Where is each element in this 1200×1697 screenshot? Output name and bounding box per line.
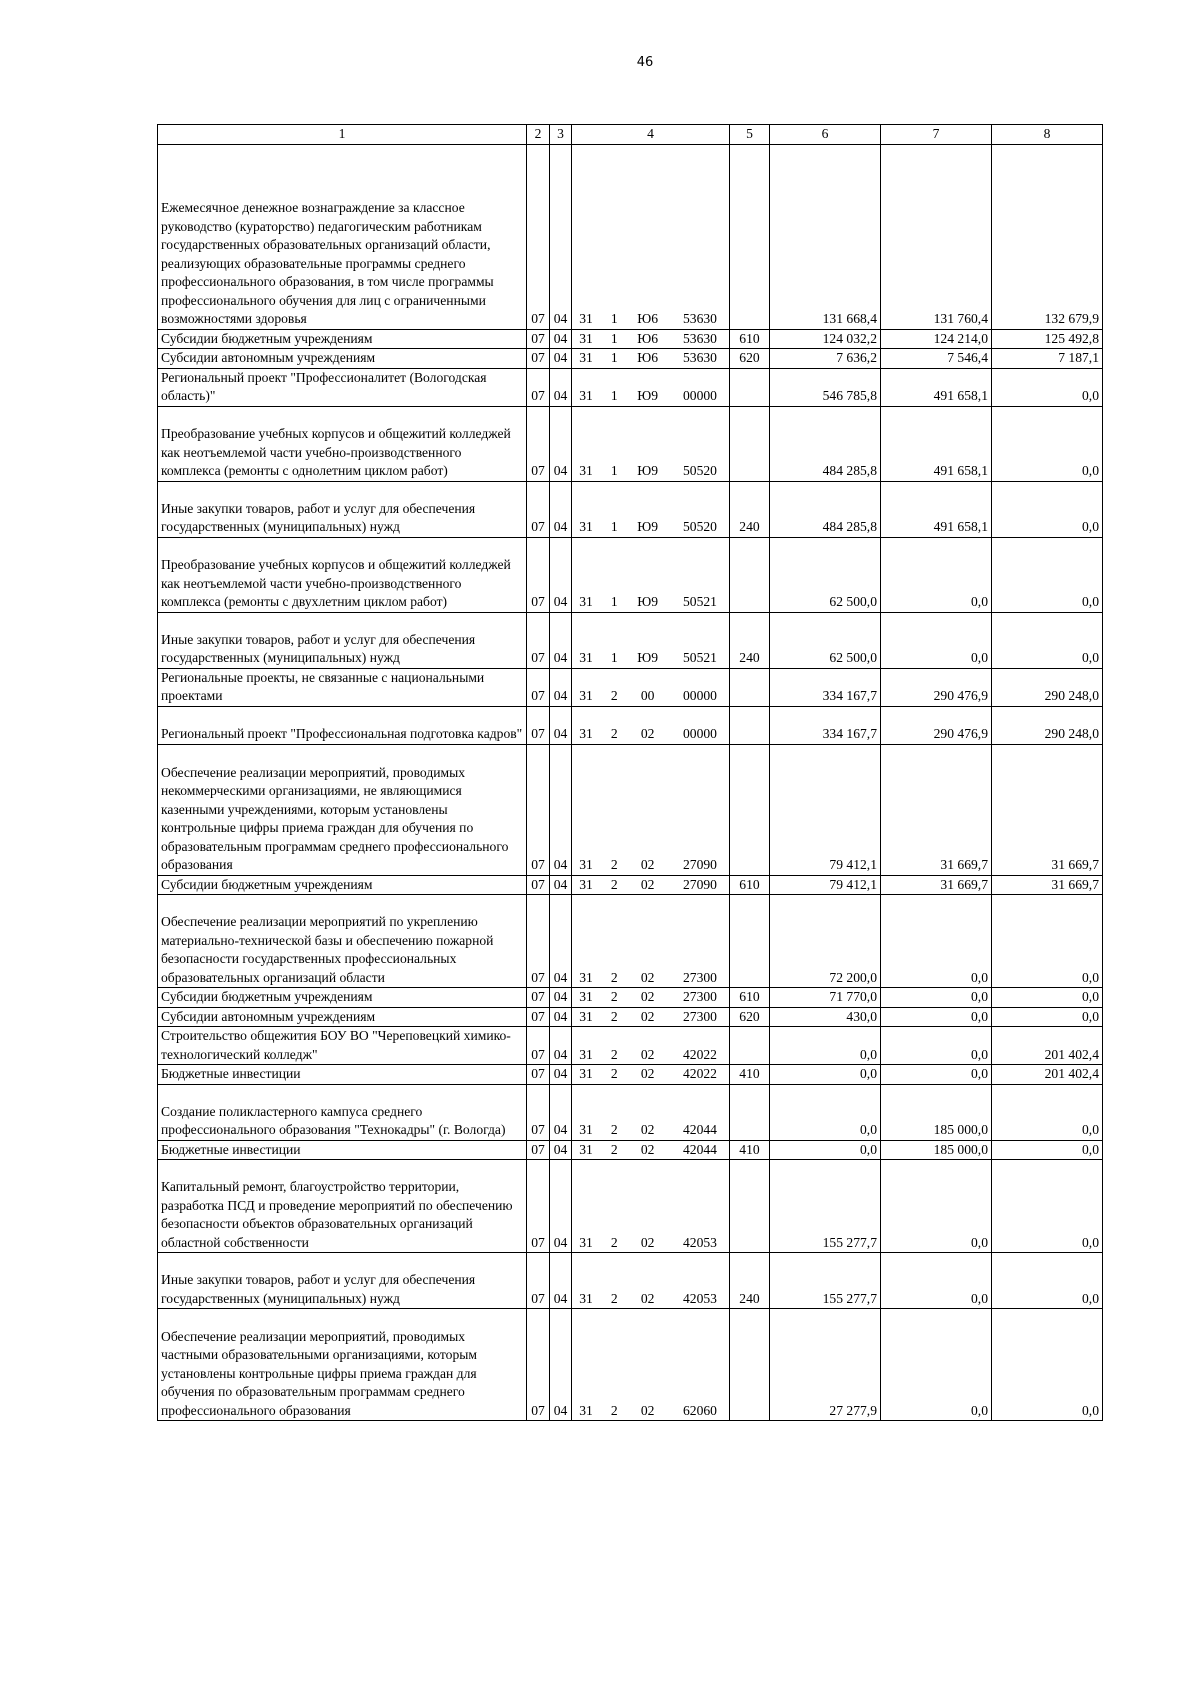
program-type-code: 1 — [610, 330, 618, 346]
project-code: 00 — [640, 688, 655, 703]
target-article-code — [572, 875, 730, 895]
amount-col-6: 546 785,8 — [770, 368, 881, 406]
col-header-6: 6 — [770, 125, 881, 145]
target-article-code — [572, 988, 730, 1008]
project-code: Ю9 — [637, 519, 659, 534]
program-type-code: 2 — [610, 726, 618, 741]
project-code: 02 — [640, 1402, 655, 1418]
code-section: 07 — [527, 1253, 550, 1309]
code-subsection: 04 — [550, 706, 572, 744]
amount-col-6: 79 412,1 — [770, 744, 881, 875]
project-code: Ю6 — [637, 350, 659, 365]
program-code: 31 — [579, 330, 593, 346]
expense-type-code: 620 — [730, 1007, 770, 1027]
amount-col-8: 7 187,1 — [992, 349, 1103, 369]
program-code: 31 — [579, 857, 593, 872]
target-article-code — [572, 668, 730, 706]
expense-type-code: 410 — [730, 1065, 770, 1085]
table-row — [158, 1027, 1103, 1065]
direction-code: 62060 — [682, 1402, 717, 1418]
expense-type-code: 610 — [730, 875, 770, 895]
project-code: Ю9 — [637, 650, 659, 665]
code-subsection: 04 — [550, 1007, 572, 1027]
program-code: 31 — [579, 1234, 593, 1250]
amount-col-6: 0,0 — [770, 1084, 881, 1140]
project-code: Ю9 — [637, 463, 659, 478]
code-section: 07 — [527, 349, 550, 369]
amount-col-7: 124 214,0 — [881, 329, 992, 349]
amount-col-8: 132 679,9 — [992, 144, 1103, 329]
expense-type-code — [730, 368, 770, 406]
amount-col-8: 0,0 — [992, 988, 1103, 1008]
code-section: 07 — [527, 706, 550, 744]
col-header-3: 3 — [550, 125, 572, 145]
program-type-code: 2 — [610, 1141, 618, 1157]
amount-col-7: 290 476,9 — [881, 706, 992, 744]
table-row — [158, 1253, 1103, 1309]
project-code: 02 — [640, 1234, 655, 1250]
amount-col-7: 491 658,1 — [881, 406, 992, 481]
code-subsection: 04 — [550, 612, 572, 668]
direction-code: 42044 — [682, 1141, 717, 1157]
code-section: 07 — [527, 1160, 550, 1253]
row-name: Субсидии автономным учреждениям — [158, 1007, 527, 1027]
row-name: Ежемесячное денежное вознаграждение за классное руководство (кураторство) педагогическим работникам государственных образовательных организаций области, реализующих образовательные программы среднего профессионального образования, в том числе программы профессионального обучения для лиц с ограниченными возможностями здоровья — [158, 144, 527, 329]
target-article-code — [572, 329, 730, 349]
amount-col-8: 0,0 — [992, 1140, 1103, 1160]
program-code: 31 — [579, 519, 593, 534]
program-type-code: 2 — [610, 969, 618, 985]
code-subsection: 04 — [550, 1065, 572, 1085]
amount-col-7: 0,0 — [881, 1027, 992, 1065]
project-code: 02 — [640, 969, 655, 985]
col-header-5: 5 — [730, 125, 770, 145]
direction-code: 27300 — [682, 989, 717, 1004]
col-header-8: 8 — [992, 125, 1103, 145]
program-type-code: 2 — [610, 1122, 618, 1137]
code-section: 07 — [527, 368, 550, 406]
expense-type-code: 240 — [730, 612, 770, 668]
code-subsection: 04 — [550, 368, 572, 406]
project-code: 02 — [640, 857, 655, 872]
code-section: 07 — [527, 988, 550, 1008]
program-code: 31 — [579, 1122, 593, 1137]
direction-code: 53630 — [682, 311, 717, 326]
target-article-code — [572, 368, 730, 406]
amount-col-8: 290 248,0 — [992, 706, 1103, 744]
amount-col-8: 201 402,4 — [992, 1027, 1103, 1065]
direction-code: 42022 — [682, 1066, 717, 1081]
program-code: 31 — [579, 350, 593, 365]
code-section: 07 — [527, 406, 550, 481]
amount-col-7: 131 760,4 — [881, 144, 992, 329]
program-type-code: 2 — [610, 1066, 618, 1081]
project-code: 02 — [640, 1008, 655, 1024]
code-section: 07 — [527, 668, 550, 706]
project-code: 02 — [640, 876, 655, 892]
amount-col-6: 79 412,1 — [770, 875, 881, 895]
table-row — [158, 349, 1103, 369]
target-article-code — [572, 1084, 730, 1140]
page-number: 46 — [636, 55, 654, 70]
amount-col-7: 0,0 — [881, 1007, 992, 1027]
code-subsection: 04 — [550, 875, 572, 895]
table-row — [158, 1065, 1103, 1085]
direction-code: 00000 — [682, 688, 717, 703]
table-row — [158, 368, 1103, 406]
program-type-code: 2 — [610, 688, 618, 703]
row-name: Иные закупки товаров, работ и услуг для обеспечения государственных (муниципальных) нужд — [158, 612, 527, 668]
amount-col-7: 185 000,0 — [881, 1084, 992, 1140]
row-name: Бюджетные инвестиции — [158, 1065, 527, 1085]
code-subsection: 04 — [550, 406, 572, 481]
row-name: Капитальный ремонт, благоустройство территории, разработка ПСД и проведение мероприятий по обеспечению безопасности объектов образовательных организаций областной собственности — [158, 1160, 527, 1253]
target-article-code — [572, 537, 730, 612]
project-code: Ю6 — [637, 311, 659, 326]
direction-code: 42022 — [682, 1046, 717, 1062]
program-code: 31 — [579, 1008, 593, 1024]
expense-type-code: 240 — [730, 481, 770, 537]
expense-type-code — [730, 537, 770, 612]
amount-col-7: 185 000,0 — [881, 1140, 992, 1160]
table-row — [158, 144, 1103, 329]
program-type-code: 2 — [610, 1290, 618, 1306]
program-code: 31 — [579, 1402, 593, 1418]
col-header-2: 2 — [527, 125, 550, 145]
amount-col-7: 0,0 — [881, 1065, 992, 1085]
code-section: 07 — [527, 537, 550, 612]
program-code: 31 — [579, 388, 593, 403]
amount-col-6: 62 500,0 — [770, 612, 881, 668]
code-section: 07 — [527, 144, 550, 329]
target-article-code — [572, 144, 730, 329]
project-code: Ю9 — [637, 388, 659, 403]
target-article-code — [572, 1160, 730, 1253]
code-section: 07 — [527, 329, 550, 349]
row-name: Региональные проекты, не связанные с национальными проектами — [158, 668, 527, 706]
amount-col-8: 290 248,0 — [992, 668, 1103, 706]
amount-col-7: 0,0 — [881, 988, 992, 1008]
program-type-code: 2 — [610, 1008, 618, 1024]
amount-col-8: 0,0 — [992, 1007, 1103, 1027]
amount-col-7: 0,0 — [881, 1309, 992, 1421]
table-row — [158, 1007, 1103, 1027]
amount-col-6: 0,0 — [770, 1027, 881, 1065]
code-subsection: 04 — [550, 1309, 572, 1421]
code-section: 07 — [527, 1065, 550, 1085]
project-code: Ю6 — [637, 330, 659, 346]
program-code: 31 — [579, 463, 593, 478]
table-row — [158, 875, 1103, 895]
amount-col-7: 290 476,9 — [881, 668, 992, 706]
direction-code: 00000 — [682, 726, 717, 741]
header-row — [158, 125, 1103, 145]
amount-col-7: 0,0 — [881, 612, 992, 668]
amount-col-6: 484 285,8 — [770, 481, 881, 537]
program-code: 31 — [579, 311, 593, 326]
expense-type-code — [730, 1027, 770, 1065]
program-type-code: 1 — [610, 463, 618, 478]
program-code: 31 — [579, 688, 593, 703]
amount-col-6: 27 277,9 — [770, 1309, 881, 1421]
row-name: Иные закупки товаров, работ и услуг для обеспечения государственных (муниципальных) нужд — [158, 1253, 527, 1309]
table-row — [158, 744, 1103, 875]
program-type-code: 2 — [610, 1234, 618, 1250]
expense-type-code: 240 — [730, 1253, 770, 1309]
table-row — [158, 668, 1103, 706]
table-row — [158, 1160, 1103, 1253]
expense-type-code: 610 — [730, 329, 770, 349]
program-type-code: 2 — [610, 857, 618, 872]
code-subsection: 04 — [550, 1253, 572, 1309]
amount-col-7: 0,0 — [881, 537, 992, 612]
table-row — [158, 406, 1103, 481]
target-article-code — [572, 612, 730, 668]
code-section: 07 — [527, 612, 550, 668]
amount-col-8: 0,0 — [992, 481, 1103, 537]
row-name: Преобразование учебных корпусов и общежитий колледжей как неотъемлемой части учебно-производственного комплекса (ремонты с двухлетним циклом работ) — [158, 537, 527, 612]
project-code: 02 — [640, 989, 655, 1004]
amount-col-8: 0,0 — [992, 537, 1103, 612]
row-name: Субсидии автономным учреждениям — [158, 349, 527, 369]
amount-col-6: 430,0 — [770, 1007, 881, 1027]
code-section: 07 — [527, 481, 550, 537]
project-code: Ю9 — [637, 594, 659, 609]
program-code: 31 — [579, 876, 593, 892]
row-name: Преобразование учебных корпусов и общежитий колледжей как неотъемлемой части учебно-производственного комплекса (ремонты с однолетним циклом работ) — [158, 406, 527, 481]
direction-code: 42053 — [682, 1234, 717, 1250]
direction-code: 27300 — [682, 969, 717, 985]
amount-col-7: 31 669,7 — [881, 744, 992, 875]
program-type-code: 1 — [610, 311, 618, 326]
program-type-code: 1 — [610, 650, 618, 665]
expense-type-code — [730, 1084, 770, 1140]
amount-col-7: 491 658,1 — [881, 368, 992, 406]
direction-code: 27090 — [682, 857, 717, 872]
direction-code: 50520 — [682, 519, 717, 534]
target-article-code — [572, 1309, 730, 1421]
row-name: Субсидии бюджетным учреждениям — [158, 875, 527, 895]
expense-type-code: 610 — [730, 988, 770, 1008]
table-row — [158, 1309, 1103, 1421]
code-section: 07 — [527, 1007, 550, 1027]
amount-col-6: 334 167,7 — [770, 706, 881, 744]
amount-col-7: 31 669,7 — [881, 875, 992, 895]
row-name: Бюджетные инвестиции — [158, 1140, 527, 1160]
expense-type-code: 620 — [730, 349, 770, 369]
amount-col-7: 0,0 — [881, 1253, 992, 1309]
direction-code: 50520 — [682, 463, 717, 478]
table-row — [158, 329, 1103, 349]
project-code: 02 — [640, 1046, 655, 1062]
amount-col-6: 0,0 — [770, 1065, 881, 1085]
program-type-code: 2 — [610, 1402, 618, 1418]
program-code: 31 — [579, 1290, 593, 1306]
program-type-code: 1 — [610, 519, 618, 534]
direction-code: 53630 — [682, 350, 717, 365]
direction-code: 27090 — [682, 876, 717, 892]
expense-type-code — [730, 706, 770, 744]
col-header-7: 7 — [881, 125, 992, 145]
amount-col-6: 0,0 — [770, 1140, 881, 1160]
program-code: 31 — [579, 594, 593, 609]
target-article-code — [572, 406, 730, 481]
project-code: 02 — [640, 726, 655, 741]
budget-table — [157, 124, 1103, 1421]
col-header-1: 1 — [158, 125, 527, 145]
row-name: Субсидии бюджетным учреждениям — [158, 329, 527, 349]
table-row — [158, 988, 1103, 1008]
amount-col-6: 484 285,8 — [770, 406, 881, 481]
table-row — [158, 481, 1103, 537]
project-code: 02 — [640, 1122, 655, 1137]
amount-col-6: 155 277,7 — [770, 1253, 881, 1309]
col-header-4: 4 — [572, 125, 730, 145]
project-code: 02 — [640, 1066, 655, 1081]
row-name: Иные закупки товаров, работ и услуг для обеспечения государственных (муниципальных) нужд — [158, 481, 527, 537]
target-article-code — [572, 1253, 730, 1309]
program-type-code: 1 — [610, 594, 618, 609]
row-name: Субсидии бюджетным учреждениям — [158, 988, 527, 1008]
direction-code: 53630 — [682, 330, 717, 346]
target-article-code — [572, 1027, 730, 1065]
direction-code: 42044 — [682, 1122, 717, 1137]
target-article-code — [572, 1007, 730, 1027]
target-article-code — [572, 1140, 730, 1160]
direction-code: 42053 — [682, 1290, 717, 1306]
amount-col-6: 72 200,0 — [770, 895, 881, 988]
expense-type-code — [730, 406, 770, 481]
direction-code: 27300 — [682, 1008, 717, 1024]
program-type-code: 2 — [610, 989, 618, 1004]
direction-code: 50521 — [682, 650, 717, 665]
target-article-code — [572, 744, 730, 875]
code-subsection: 04 — [550, 537, 572, 612]
amount-col-6: 71 770,0 — [770, 988, 881, 1008]
expense-type-code — [730, 1309, 770, 1421]
program-code: 31 — [579, 989, 593, 1004]
amount-col-6: 7 636,2 — [770, 349, 881, 369]
program-code: 31 — [579, 969, 593, 985]
amount-col-8: 0,0 — [992, 368, 1103, 406]
project-code: 02 — [640, 1141, 655, 1157]
code-section: 07 — [527, 875, 550, 895]
project-code: 02 — [640, 1290, 655, 1306]
program-code: 31 — [579, 726, 593, 741]
direction-code: 00000 — [682, 388, 717, 403]
expense-type-code — [730, 668, 770, 706]
amount-col-6: 131 668,4 — [770, 144, 881, 329]
code-section: 07 — [527, 1084, 550, 1140]
amount-col-7: 0,0 — [881, 1160, 992, 1253]
amount-col-8: 201 402,4 — [992, 1065, 1103, 1085]
program-code: 31 — [579, 1066, 593, 1081]
program-type-code: 1 — [610, 388, 618, 403]
table-row — [158, 537, 1103, 612]
target-article-code — [572, 895, 730, 988]
amount-col-8: 0,0 — [992, 1309, 1103, 1421]
target-article-code — [572, 1065, 730, 1085]
code-subsection: 04 — [550, 329, 572, 349]
table-row — [158, 706, 1103, 744]
program-type-code: 2 — [610, 1046, 618, 1062]
code-subsection: 04 — [550, 481, 572, 537]
program-code: 31 — [579, 1046, 593, 1062]
amount-col-8: 0,0 — [992, 895, 1103, 988]
code-subsection: 04 — [550, 744, 572, 875]
code-subsection: 04 — [550, 1160, 572, 1253]
code-section: 07 — [527, 1309, 550, 1421]
amount-col-7: 491 658,1 — [881, 481, 992, 537]
amount-col-6: 155 277,7 — [770, 1160, 881, 1253]
target-article-code — [572, 706, 730, 744]
direction-code: 50521 — [682, 594, 717, 609]
target-article-code — [572, 349, 730, 369]
row-name: Региональный проект "Профессиональная подготовка кадров" — [158, 706, 527, 744]
code-section: 07 — [527, 1140, 550, 1160]
code-section: 07 — [527, 1027, 550, 1065]
amount-col-6: 334 167,7 — [770, 668, 881, 706]
amount-col-7: 7 546,4 — [881, 349, 992, 369]
amount-col-8: 0,0 — [992, 1160, 1103, 1253]
amount-col-6: 124 032,2 — [770, 329, 881, 349]
expense-type-code — [730, 744, 770, 875]
expense-type-code — [730, 144, 770, 329]
row-name: Строительство общежития БОУ ВО "Череповецкий химико-технологический колледж" — [158, 1027, 527, 1065]
code-subsection: 04 — [550, 988, 572, 1008]
amount-col-7: 0,0 — [881, 895, 992, 988]
code-section: 07 — [527, 744, 550, 875]
program-type-code: 1 — [610, 350, 618, 365]
row-name: Обеспечение реализации мероприятий по укреплению материально-технической базы и обеспечению пожарной безопасности государственных профессиональных образовательных организаций области — [158, 895, 527, 988]
amount-col-8: 0,0 — [992, 1253, 1103, 1309]
code-subsection: 04 — [550, 1027, 572, 1065]
code-section: 07 — [527, 895, 550, 988]
code-subsection: 04 — [550, 144, 572, 329]
amount-col-6: 62 500,0 — [770, 537, 881, 612]
table-body — [158, 144, 1103, 1421]
code-subsection: 04 — [550, 1140, 572, 1160]
expense-type-code — [730, 1160, 770, 1253]
amount-col-8: 0,0 — [992, 1084, 1103, 1140]
amount-col-8: 125 492,8 — [992, 329, 1103, 349]
row-name: Обеспечение реализации мероприятий, проводимых некоммерческими организациями, не являющимися казенными учреждениями, которым установлены контрольные цифры приема граждан для обучения по образовательным программам среднего профессионального образования — [158, 744, 527, 875]
amount-col-8: 31 669,7 — [992, 875, 1103, 895]
table-row — [158, 1084, 1103, 1140]
amount-col-8: 31 669,7 — [992, 744, 1103, 875]
code-subsection: 04 — [550, 1084, 572, 1140]
program-type-code: 2 — [610, 876, 618, 892]
code-subsection: 04 — [550, 349, 572, 369]
expense-type-code: 410 — [730, 1140, 770, 1160]
row-name: Обеспечение реализации мероприятий, проводимых частными образовательными организациями, которым установлены контрольные цифры приема граждан для обучения по образовательным программам среднего профессионального образования — [158, 1309, 527, 1421]
table-row — [158, 612, 1103, 668]
row-name: Создание поликластерного кампуса среднего профессионального образования "Технокадры" (г. Вологда) — [158, 1084, 527, 1140]
expense-type-code — [730, 895, 770, 988]
row-name: Региональный проект "Профессионалитет (Вологодская область)" — [158, 368, 527, 406]
code-subsection: 04 — [550, 668, 572, 706]
table-row — [158, 895, 1103, 988]
program-code: 31 — [579, 650, 593, 665]
program-code: 31 — [579, 1141, 593, 1157]
code-subsection: 04 — [550, 895, 572, 988]
table-row — [158, 1140, 1103, 1160]
amount-col-8: 0,0 — [992, 406, 1103, 481]
amount-col-8: 0,0 — [992, 612, 1103, 668]
target-article-code — [572, 481, 730, 537]
